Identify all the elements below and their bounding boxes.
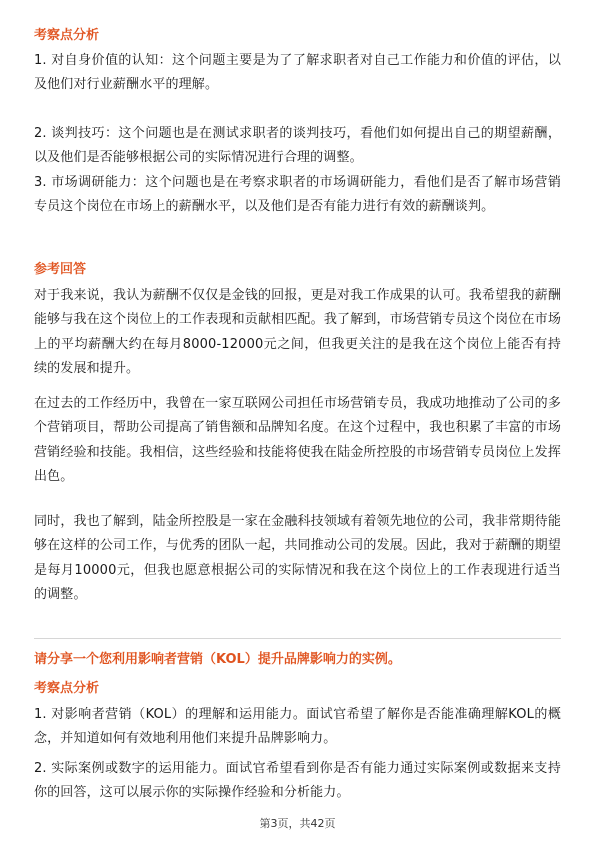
analysis-item-3 — [34, 171, 561, 220]
answer-paragraph-1 — [34, 284, 561, 382]
analysis-item-text: 2. 谈判技巧：这个问题也是在测试求职者的谈判技巧，看他们如何提出自己的期望薪酬，以及他们是否能够根据公司的实际情况进行合理的调整。 — [34, 126, 561, 166]
section-heading: 考察点分析 — [34, 28, 100, 43]
section-analysis-2 — [34, 679, 561, 699]
question-block — [34, 650, 561, 670]
analysis-item-1 — [34, 49, 561, 98]
analysis-item-2 — [34, 757, 561, 806]
analysis-item-text: 1. 对影响者营销（KOL）的理解和运用能力。面试官希望了解你是否能准确理解KOL的概念，并知道如何有效地利用他们来提升品牌影响力。 — [34, 707, 561, 747]
page-number: 第3页，共42页 — [259, 817, 336, 830]
section-analysis-1 — [34, 26, 561, 46]
analysis-item-text: 3. 市场调研能力：这个问题也是在考察求职者的市场调研能力，看他们是否了解市场营销专员这个岗位在市场上的薪酬水平，以及他们是否有能力进行有效的薪酬谈判。 — [34, 175, 561, 215]
question-title: 请分享一个您利用影响者营销（KOL）提升品牌影响力的实例。 — [34, 652, 401, 667]
analysis-item-2 — [34, 122, 561, 171]
section-reference-answer — [34, 260, 561, 280]
section-divider — [34, 638, 561, 639]
answer-paragraph-text: 同时，我也了解到，陆金所控股是一家在金融科技领域有着领先地位的公司，我非常期待能够在这样的公司工作，与优秀的团队一起，共同推动公司的发展。因此，我对于薪酬的期望是每月10000元，但我也愿意根据公司的实际情况和我在这个岗位上的工作表现进行适当的调整。 — [34, 514, 561, 603]
page-footer — [0, 815, 595, 831]
answer-paragraph-3 — [34, 510, 561, 608]
section-heading: 考察点分析 — [34, 681, 100, 696]
analysis-item-text: 2. 实际案例或数字的运用能力。面试官希望看到你是否有能力通过实际案例或数据来支持你的回答，这可以展示你的实际操作经验和分析能力。 — [34, 761, 561, 801]
answer-paragraph-2 — [34, 392, 561, 490]
analysis-item-1 — [34, 703, 561, 752]
analysis-item-text: 1. 对自身价值的认知：这个问题主要是为了了解求职者对自己工作能力和价值的评估，以及他们对行业薪酬水平的理解。 — [34, 53, 561, 93]
section-heading: 参考回答 — [34, 262, 87, 277]
answer-paragraph-text: 对于我来说，我认为薪酬不仅仅是金钱的回报，更是对我工作成果的认可。我希望我的薪酬能够与我在这个岗位上的工作表现和贡献相匹配。我了解到，市场营销专员这个岗位在市场上的平均薪酬大约在每月8000-12000元之间，但我更关注的是我在这个岗位上能否有持续的发展和提升。 — [34, 288, 561, 377]
answer-paragraph-text: 在过去的工作经历中，我曾在一家互联网公司担任市场营销专员，我成功地推动了公司的多个营销项目，帮助公司提高了销售额和品牌知名度。在这个过程中，我也积累了丰富的市场营销经验和技能。我相信，这些经验和技能将使我在陆金所控股的市场营销专员岗位上发挥出色。 — [34, 396, 561, 485]
